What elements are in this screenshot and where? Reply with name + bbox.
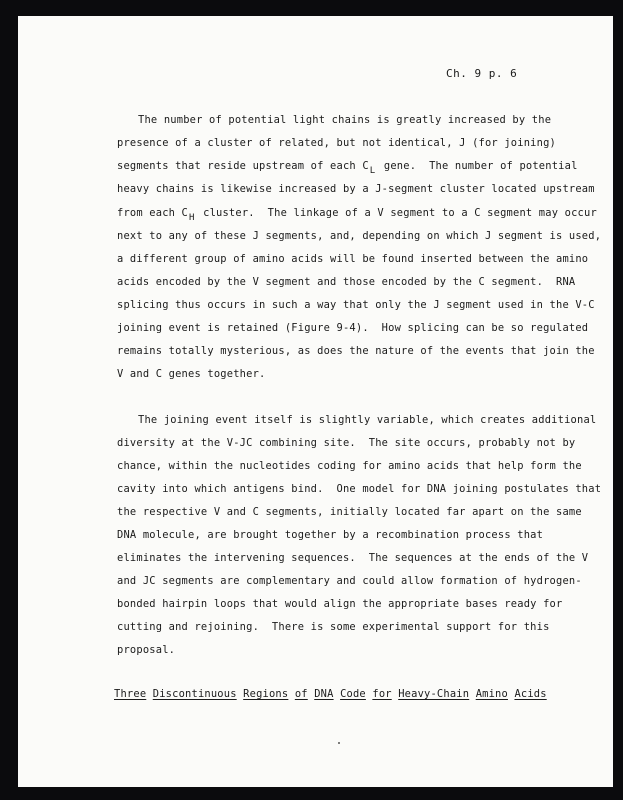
heading-word: Code — [340, 688, 366, 700]
text-line: bonded hairpin loops that would align the appropriate bases ready for — [117, 598, 563, 610]
text-line: joining event is retained (Figure 9-4). How splicing can be so regulated — [117, 322, 589, 334]
text-line: splicing thus occurs in such a way that only the J segment used in the V-C — [117, 299, 595, 311]
text-line: cutting and rejoining. There is some experimental support for this — [117, 621, 550, 633]
text-line: The number of potential light chains is greatly increased by the — [138, 114, 552, 126]
heading-word: Regions — [243, 688, 289, 700]
text-line: acids encoded by the V segment and those encoded by the C segment. RNA — [117, 276, 576, 288]
text-line: eliminates the intervening sequences. The sequences at the ends of the V — [117, 552, 589, 564]
text-line: the respective V and C segments, initially located far apart on the same — [117, 506, 582, 518]
text-line: chance, within the nucleotides coding for amino acids that help form the — [117, 460, 582, 472]
text-line: a different group of amino acids will be found inserted between the amino — [117, 253, 589, 265]
heading-word: Amino — [475, 688, 508, 700]
text-line: diversity at the V-JC combining site. The site occurs, probably not by — [117, 437, 576, 449]
speck-mark — [338, 742, 340, 744]
section-heading — [114, 688, 547, 700]
text-line: DNA molecule, are brought together by a recombination process that — [117, 529, 544, 541]
text-line — [117, 160, 578, 176]
text-line: presence of a cluster of related, but not identical, J (for joining) — [117, 137, 556, 149]
heading-word: of — [294, 688, 308, 700]
text-line: remains totally mysterious, as does the nature of the events that join the — [117, 345, 595, 357]
text-line — [117, 207, 597, 223]
heading-word: Discontinuous — [152, 688, 237, 700]
text-line: The joining event itself is slightly variable, which creates additional — [138, 414, 597, 426]
text-fragment: from each C — [117, 207, 189, 219]
heading-word: Heavy-Chain — [398, 688, 470, 700]
subscript: H — [189, 213, 195, 223]
text-fragment: segments that reside upstream of each C — [117, 160, 369, 172]
text-fragment: cluster. The linkage of a V segment to a C segment may occur — [203, 207, 597, 219]
text-line: V and C genes together. — [117, 368, 266, 380]
heading-word: Three — [114, 688, 147, 700]
text-line: proposal. — [117, 644, 176, 656]
text-line: cavity into which antigens bind. One model for DNA joining postulates that — [117, 483, 602, 495]
text-line: next to any of these J segments, and, depending on which J segment is used, — [117, 230, 602, 242]
heading-word: DNA — [314, 688, 334, 700]
subscript: L — [369, 166, 376, 176]
document-page — [18, 16, 613, 787]
text-fragment: gene. The number of potential — [383, 160, 578, 172]
heading-word: for — [372, 688, 392, 700]
text-line: heavy chains is likewise increased by a J-segment cluster located upstream — [117, 183, 595, 195]
page-header: Ch. 9 p. 6 — [446, 67, 518, 80]
text-line: and JC segments are complementary and could allow formation of hydrogen- — [117, 575, 582, 587]
heading-word: Acids — [514, 688, 547, 700]
